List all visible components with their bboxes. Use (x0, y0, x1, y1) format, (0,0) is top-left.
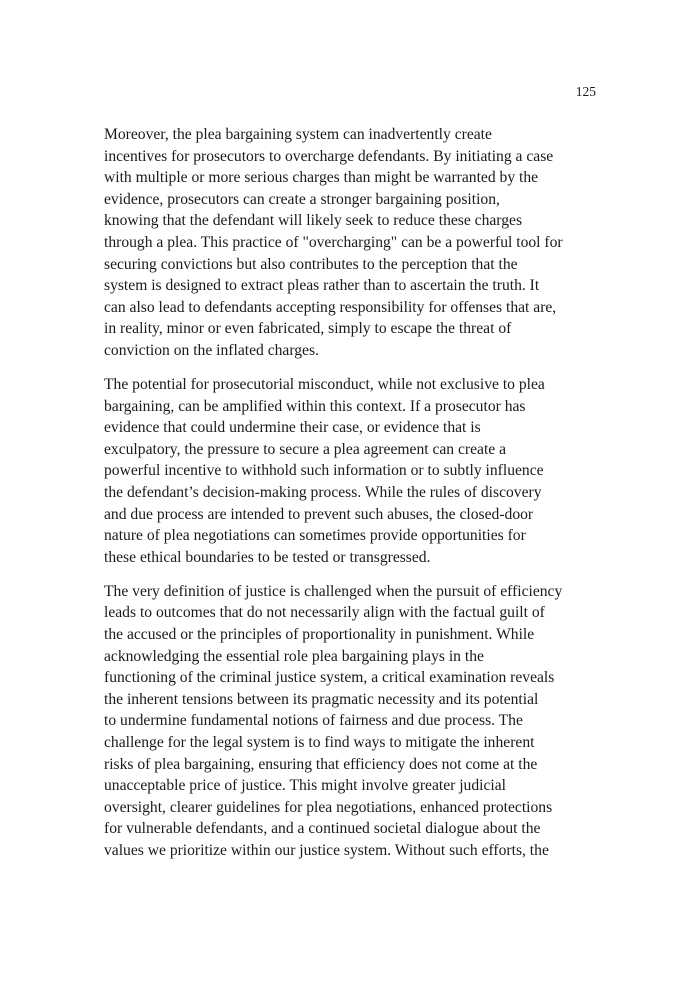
text-line: The very definition of justice is challenged when the pursuit of efficiency (104, 582, 563, 600)
text-line: exculpatory, the pressure to secure a plea agreement can create a (104, 440, 507, 458)
text-line: evidence that could undermine their case, or evidence that is (104, 419, 481, 437)
text-line: powerful incentive to withhold such information or to subtly influence (104, 462, 544, 480)
text-line: acknowledging the essential role plea bargaining plays in the (104, 647, 484, 665)
text-line: to undermine fundamental notions of fairness and due process. The (104, 712, 523, 730)
text-line: for vulnerable defendants, and a continued societal dialogue about the (104, 820, 541, 838)
text-line: conviction on the inflated charges. (104, 341, 319, 359)
text-line: knowing that the defendant will likely seek to reduce these charges (104, 212, 523, 230)
text-line: system is designed to extract pleas rather than to ascertain the truth. It (104, 277, 540, 295)
text-line: the accused or the principles of proportionality in punishment. While (104, 626, 535, 644)
body-text (104, 124, 604, 874)
text-line: Moreover, the plea bargaining system can inadvertently create (104, 126, 492, 143)
text-line: nature of plea negotiations can sometimes provide opportunities for (104, 527, 526, 545)
text-line: values we prioritize within our justice system. Without such efforts, the (104, 842, 549, 859)
text-line: leads to outcomes that do not necessarily align with the factual guilt of (104, 604, 545, 622)
paragraph (104, 374, 604, 568)
text-line: can also lead to defendants accepting responsibility for offenses that are, (104, 298, 557, 316)
text-line: evidence, prosecutors can create a stronger bargaining position, (104, 190, 500, 208)
paragraph (104, 124, 604, 362)
text-line: risks of plea bargaining, ensuring that efficiency does not come at the (104, 755, 538, 773)
text-line: the defendant’s decision-making process. While the rules of discovery (104, 484, 542, 501)
text-line: the inherent tensions between its pragmatic necessity and its potential (104, 690, 539, 708)
text-line: oversight, clearer guidelines for plea negotiations, enhanced protections (104, 798, 553, 816)
text-line: and due process are intended to prevent such abuses, the closed-door (104, 505, 534, 523)
page-number: 125 (575, 84, 596, 99)
text-line: with multiple or more serious charges than might be warranted by the (104, 169, 539, 187)
text-line: The potential for prosecutorial misconduct, while not exclusive to plea (104, 376, 545, 394)
text-line: incentives for prosecutors to overcharge defendants. By initiating a case (104, 147, 554, 165)
text-line: these ethical boundaries to be tested or transgressed. (104, 548, 431, 566)
paragraph (104, 581, 604, 862)
text-line: challenge for the legal system is to find ways to mitigate the inherent (104, 734, 535, 752)
text-line: securing convictions but also contributes to the perception that the (104, 255, 518, 273)
text-line: in reality, minor or even fabricated, simply to escape the threat of (104, 320, 512, 338)
text-line: bargaining, can be amplified within this context. If a prosecutor has (104, 397, 526, 415)
text-line: unacceptable price of justice. This might involve greater judicial (104, 777, 506, 795)
text-line: functioning of the criminal justice system, a critical examination reveals (104, 669, 555, 687)
text-line: through a plea. This practice of "overcharging" can be a powerful tool for (104, 233, 563, 251)
